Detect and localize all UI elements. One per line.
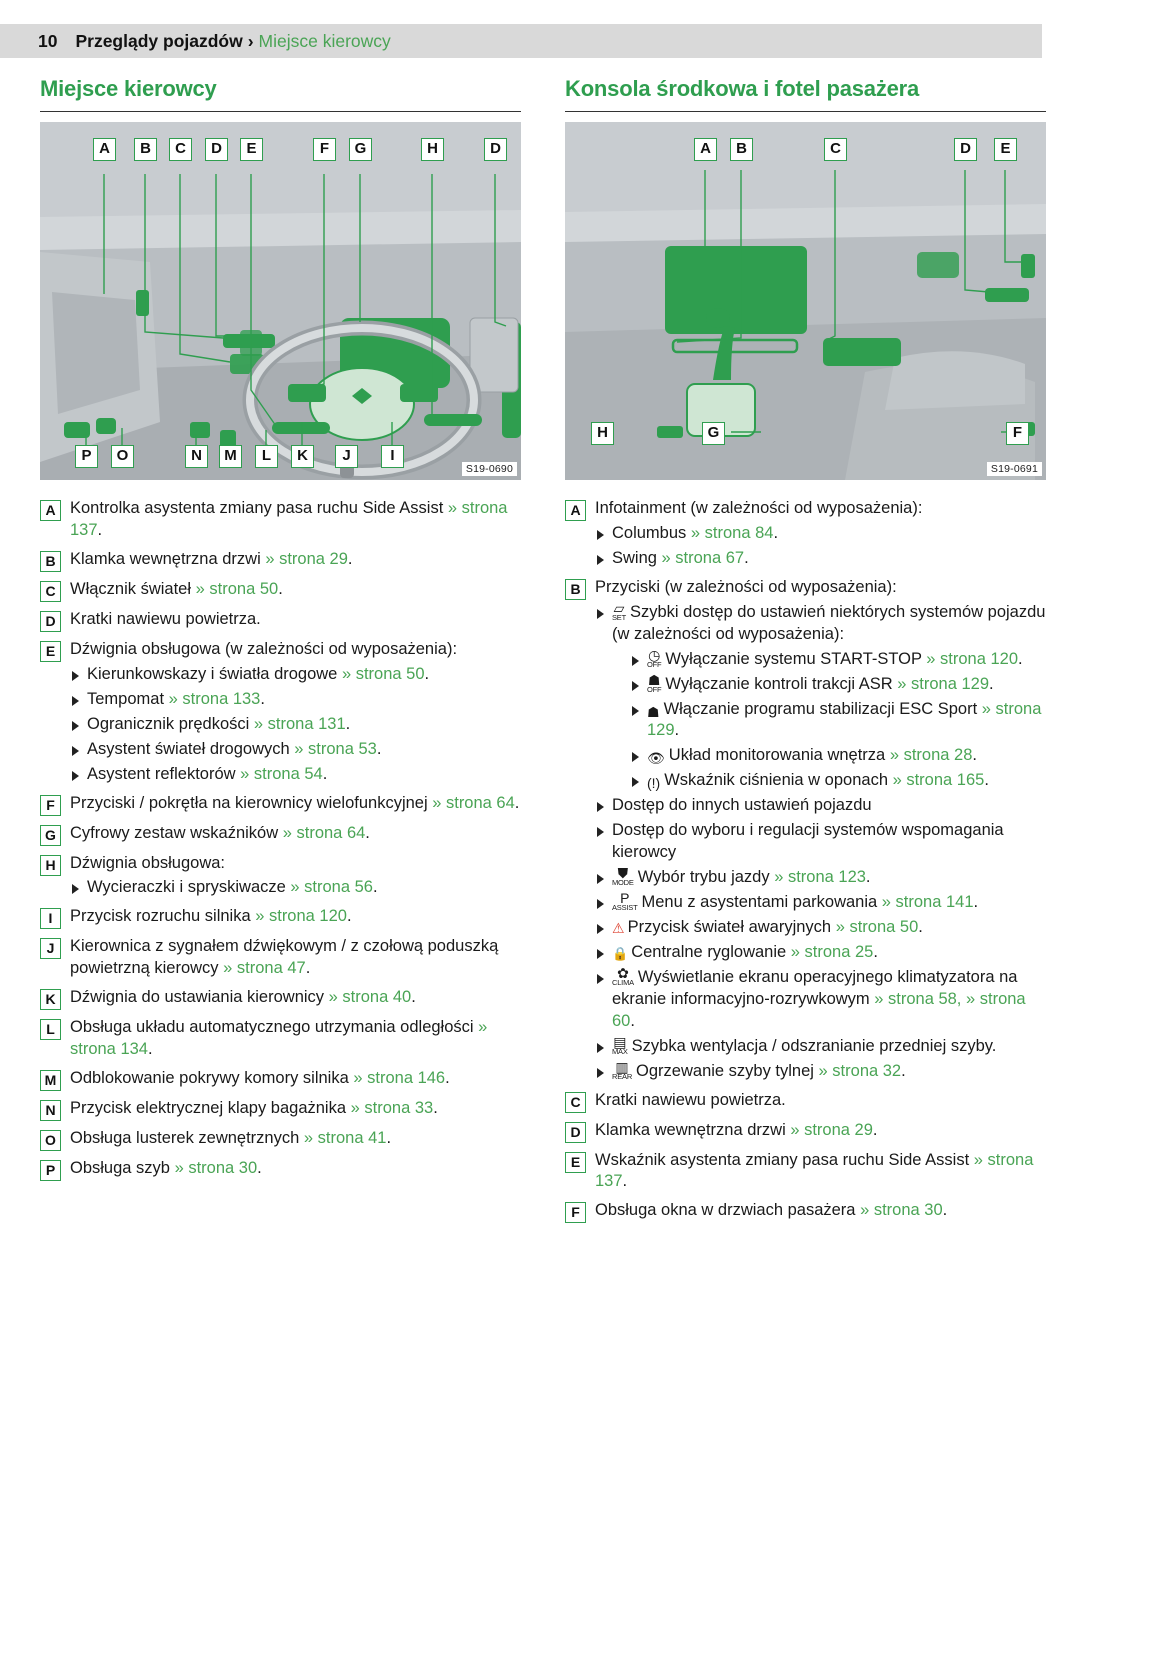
legend-item <box>40 1098 521 1121</box>
page-reference[interactable]: » strona 53 <box>294 739 377 758</box>
legend-text: Klamka wewnętrzna drzwi » strona 29. <box>70 549 353 568</box>
page-reference[interactable]: » strona 41 <box>303 1129 387 1148</box>
legend-subitem: Ogranicznik prędkości » strona 131. <box>70 714 521 736</box>
esc-sport-icon: ☗ <box>647 703 660 720</box>
page-reference[interactable]: » strona 50 <box>195 579 279 598</box>
legend-subitem: Dostęp do innych ustawień pojazdu <box>595 795 1046 817</box>
legend-text: Dźwignia obsługowa: Wycieraczki i spryskiwacze » strona 56. <box>70 853 521 900</box>
driver-area-illustration <box>40 122 521 480</box>
breadcrumb-separator: › <box>247 30 254 51</box>
page-reference[interactable]: » strona 120 <box>255 907 347 926</box>
page-reference[interactable]: » strona 33 <box>350 1099 434 1118</box>
callout-i-left: I <box>381 445 404 468</box>
legend-subitem: 👁 Układ monitorowania wnętrza » strona 28. <box>630 745 1046 767</box>
start-stop-icon: ◷ OFF <box>647 646 662 669</box>
legend-item <box>40 1158 521 1181</box>
legend-subitem: ▱ SET Szybki dostęp do ustawień niektórych systemów pojazdu (w zależności od wyposażenia): ◷ OFF Wyłączanie systemu START-STOP » strona 120. ☗ OFF Wyłączanie kontroli trakcji ASR » strona 129. ☗ Włączanie programu stabilizacji ESC Sport » strona 129. 👁 Układ monitorowania wnętrza » strona 28. (!) Wskaźnik ciśnienia w oponach » strona 165. <box>595 602 1046 793</box>
legend-sublist <box>70 664 521 786</box>
page-reference[interactable]: » strona 165 <box>892 771 985 790</box>
page-reference[interactable]: » strona 129 <box>897 674 989 693</box>
column-center-console <box>565 76 1046 1230</box>
legend-text: Przycisk elektrycznej klapy bagażnika » strona 33. <box>70 1099 438 1118</box>
legend-marker: J <box>40 938 61 959</box>
legend-subitem: P ASSIST Menu z asystentami parkowania » strona 141. <box>595 892 1046 914</box>
legend-list-right <box>565 498 1046 1223</box>
legend-marker: B <box>40 551 61 572</box>
legend-item <box>565 577 1046 1083</box>
callout-g-right: G <box>702 422 725 445</box>
callout-d-left: D <box>205 138 228 161</box>
page-reference[interactable]: » strona 67 <box>661 548 745 567</box>
callout-l-left: L <box>255 445 278 468</box>
legend-marker: A <box>40 500 61 521</box>
drive-mode-icon: ⛊ MODE <box>612 865 634 888</box>
legend-marker: M <box>40 1070 61 1091</box>
asr-off-icon: ☗ OFF <box>647 671 662 694</box>
page-reference[interactable]: » strona 30 <box>174 1159 258 1178</box>
legend-item <box>40 906 521 929</box>
legend-item <box>40 498 521 542</box>
legend-subitem: Wycieraczki i spryskiwacze » strona 56. <box>70 877 521 899</box>
legend-text: Kontrolka asystenta zmiany pasa ruchu Side Assist » strona 137. <box>70 499 508 539</box>
page-reference[interactable]: » strona 32 <box>818 1061 902 1080</box>
figure-code-right: S19-0691 <box>987 462 1042 476</box>
legend-item <box>565 1090 1046 1113</box>
content-columns <box>40 76 1126 1230</box>
legend-item <box>565 1200 1046 1223</box>
page-reference[interactable]: » strona 120 <box>926 649 1019 668</box>
climate-icon: ✿ CLIMA <box>612 964 634 987</box>
legend-item <box>40 609 521 632</box>
legend-item <box>40 1017 521 1061</box>
page-reference[interactable]: » strona 84 <box>690 523 774 542</box>
breadcrumb-level2: Miejsce kierowcy <box>258 30 391 51</box>
page-reference[interactable]: » strona 47 <box>223 959 306 978</box>
legend-text: Dźwignia do ustawiania kierownicy » strona 40. <box>70 988 416 1007</box>
page-number: 10 <box>38 30 58 51</box>
legend-marker: E <box>40 641 61 662</box>
legend-text: Wskaźnik asystenta zmiany pasa ruchu Side Assist » strona 137. <box>595 1150 1034 1191</box>
callout-c-right: C <box>824 138 847 161</box>
legend-marker: O <box>40 1130 61 1151</box>
legend-item <box>40 639 521 786</box>
legend-marker: P <box>40 1160 61 1181</box>
legend-item <box>40 853 521 900</box>
legend-subitem: Swing » strona 67. <box>595 548 1046 570</box>
legend-subitem: ✿ CLIMA Wyświetlanie ekranu operacyjnego klimatyzatora na ekranie informacyjno-rozrywkowym » strona 58, » strona 60. <box>595 967 1046 1033</box>
legend-marker: N <box>40 1100 61 1121</box>
legend-subitem: ▥ REAR Ogrzewanie szyby tylnej » strona 32. <box>595 1061 1046 1083</box>
legend-text: Obsługa szyb » strona 30. <box>70 1159 262 1178</box>
legend-item <box>565 1150 1046 1194</box>
defrost-rear-icon: ▥ REAR <box>612 1058 633 1081</box>
page-reference[interactable]: » strona 40 <box>328 988 412 1007</box>
page-reference[interactable]: » strona 129 <box>647 699 1042 740</box>
legend-text: Włącznik świateł » strona 50. <box>70 579 283 598</box>
legend-item <box>40 823 521 846</box>
legend-text: Klamka wewnętrzna drzwi » strona 29. <box>595 1120 878 1139</box>
legend-subitem: Asystent świateł drogowych » strona 53. <box>70 739 521 761</box>
figure-driver-area <box>40 122 521 480</box>
page-reference[interactable]: » strona 64 <box>282 823 366 842</box>
set-icon: ▱ SET <box>612 599 626 622</box>
legend-sublist-level2 <box>630 646 1046 793</box>
legend-marker: G <box>40 825 61 846</box>
legend-text: Dźwignia obsługowa (w zależności od wyposażenia): Kierunkowskazy i światła drogowe » strona 50. Tempomat » strona 133. Ogranicznik prędkości » strona 131. Asystent świateł drogowych » strona 53. Asystent reflektorów » strona 54. <box>70 639 521 786</box>
legend-marker: E <box>565 1152 586 1173</box>
legend-subitem: ☗ Włączanie programu stabilizacji ESC Sport » strona 129. <box>630 699 1046 743</box>
legend-sublist <box>595 523 1046 570</box>
legend-marker: C <box>565 1092 586 1113</box>
page-reference[interactable]: » strona 123 <box>774 868 866 887</box>
section-title-left: Miejsce kierowcy <box>40 76 521 112</box>
callout-o-left: O <box>111 445 134 468</box>
callout-e-right: E <box>994 138 1017 161</box>
page-reference[interactable]: » strona 29 <box>790 1120 873 1139</box>
legend-marker: H <box>40 855 61 876</box>
legend-text: Przyciski (w zależności od wyposażenia): ▱ SET Szybki dostęp do ustawień niektórych systemów pojazdu (w zależności od wyposażenia): ◷ OFF Wyłączanie systemu START-STOP » strona 120. ☗ OFF Wyłączanie kontroli trakcji ASR » strona 129. ☗ Włączanie programu stabilizacji ESC Sport » strona 129. 👁 Układ monitorowania wnętrza » strona 28. (!) Wskaźnik ciśnienia w oponach » strona 165. Dostęp do innych ustawień pojazdu Dostęp do wyboru i regulacji systemów wspomagania kierowcy ⛊ MODE Wybór trybu jazdy » strona 123. P ASSIST Menu z asystentami parkowania » strona 141. ⚠ Przycisk świateł awaryjnych » strona 50. 🔒 Centralne ryglowanie » strona 25. ✿ CLIMA Wyświetlanie ekranu operacyjnego klimatyzatora na ekranie informacyjno-rozrywkowym » strona 58, » strona 60. ▤ MAX Szybka wentylacja / odszranianie przedniej szyby. ▥ REAR Ogrzewanie szyby tylnej » strona 32. <box>595 577 1046 1081</box>
callout-b-right: B <box>730 138 753 161</box>
legend-text: Obsługa okna w drzwiach pasażera » strona 30. <box>595 1201 948 1220</box>
legend-text: Kratki nawiewu powietrza. <box>595 1090 786 1109</box>
page-reference[interactable]: » strona 141 <box>881 893 974 911</box>
page-reference[interactable]: » strona 146 <box>353 1069 446 1088</box>
legend-subitem: Dostęp do wyboru i regulacji systemów wspomagania kierowcy <box>595 820 1046 864</box>
page-reference[interactable]: » strona 133 <box>168 689 261 708</box>
legend-subitem: (!) Wskaźnik ciśnienia w oponach » strona 165. <box>630 770 1046 792</box>
legend-marker: B <box>565 579 586 600</box>
callout-d2-left: D <box>484 138 507 161</box>
callout-a-right: A <box>694 138 717 161</box>
legend-sublist <box>70 877 521 899</box>
page-reference[interactable]: » strona 54 <box>240 764 323 783</box>
page-reference[interactable]: » strona 137 <box>70 499 508 539</box>
legend-item <box>40 549 521 572</box>
figure-code-left: S19-0690 <box>462 462 517 476</box>
legend-subitem: Kierunkowskazy i światła drogowe » strona 50. <box>70 664 521 686</box>
breadcrumb-level1: Przeglądy pojazdów <box>75 30 243 51</box>
page-reference[interactable]: » strona 131 <box>253 714 346 733</box>
callout-f-right: F <box>1006 422 1029 445</box>
legend-marker: K <box>40 989 61 1010</box>
page-reference[interactable]: » strona 29 <box>265 549 348 568</box>
legend-subitem: 🔒 Centralne ryglowanie » strona 25. <box>595 942 1046 964</box>
legend-text: Kratki nawiewu powietrza. <box>70 609 261 628</box>
legend-marker: D <box>565 1122 586 1143</box>
legend-item <box>40 987 521 1010</box>
section-title-right: Konsola środkowa i fotel pasażera <box>565 76 1046 112</box>
callout-e-left: E <box>240 138 263 161</box>
page-reference[interactable]: » strona 28 <box>889 746 973 765</box>
callout-f-left: F <box>313 138 336 161</box>
legend-text: Odblokowanie pokrywy komory silnika » strona 146. <box>70 1069 450 1088</box>
center-console-illustration <box>565 122 1046 480</box>
figure-center-console <box>565 122 1046 480</box>
legend-text: Obsługa układu automatycznego utrzymania odległości » strona 134. <box>70 1018 488 1059</box>
legend-marker: A <box>565 500 586 521</box>
page-reference[interactable]: » strona 30 <box>860 1201 943 1220</box>
legend-subitem: ▤ MAX Szybka wentylacja / odszranianie przedniej szyby. <box>595 1036 1046 1058</box>
column-driver-area <box>40 76 521 1230</box>
legend-item <box>40 1068 521 1091</box>
legend-text: Cyfrowy zestaw wskaźników » strona 64. <box>70 823 370 842</box>
callout-h-right: H <box>591 422 614 445</box>
page-reference[interactable]: » strona 50 <box>835 917 919 936</box>
callout-k-left: K <box>291 445 314 468</box>
page-reference[interactable]: » strona 56 <box>290 878 373 897</box>
callout-b-left: B <box>134 138 157 161</box>
interior-monitoring-icon: 👁 <box>647 750 665 767</box>
page-reference[interactable]: » strona 137 <box>595 1150 1034 1191</box>
legend-sublist <box>595 599 1046 1083</box>
page-reference[interactable]: » strona 50 <box>341 664 425 683</box>
legend-item <box>40 936 521 980</box>
central-locking-icon: 🔒 <box>612 945 629 961</box>
legend-subitem: ☗ OFF Wyłączanie kontroli trakcji ASR » strona 129. <box>630 674 1046 696</box>
legend-item <box>565 1120 1046 1143</box>
hazard-lights-icon: ⚠ <box>612 919 625 936</box>
page-reference[interactable]: » strona 134 <box>70 1018 488 1059</box>
legend-marker: C <box>40 581 61 602</box>
legend-subitem: Columbus » strona 84. <box>595 523 1046 545</box>
callout-m-left: M <box>219 445 242 468</box>
page-reference[interactable]: » strona 25 <box>790 942 874 961</box>
legend-list-left <box>40 498 521 1181</box>
legend-item <box>565 498 1046 570</box>
legend-text: Kierownica z sygnałem dźwiękowym / z czołową poduszką powietrzną kierowcy » strona 47. <box>70 937 499 978</box>
page-reference[interactable]: » strona 64 <box>432 793 515 812</box>
legend-subitem: Tempomat » strona 133. <box>70 689 521 711</box>
legend-text: Przycisk rozruchu silnika » strona 120. <box>70 907 352 926</box>
legend-subitem: ⛊ MODE Wybór trybu jazdy » strona 123. <box>595 867 1046 889</box>
legend-subitem: ⚠ Przycisk świateł awaryjnych » strona 50. <box>595 917 1046 939</box>
legend-marker: I <box>40 908 61 929</box>
callout-j-left: J <box>335 445 358 468</box>
legend-item <box>40 579 521 602</box>
page-header <box>0 24 1042 58</box>
page-reference[interactable]: » strona 58, » strona 60 <box>612 989 1026 1030</box>
legend-marker: L <box>40 1019 61 1040</box>
legend-text: Infotainment (w zależności od wyposażenia): Columbus » strona 84. Swing » strona 67. <box>595 498 1046 570</box>
legend-subitem: Asystent reflektorów » strona 54. <box>70 764 521 786</box>
legend-subitem: ◷ OFF Wyłączanie systemu START-STOP » strona 120. <box>630 649 1046 671</box>
callout-a-left: A <box>93 138 116 161</box>
callout-d-right: D <box>954 138 977 161</box>
defrost-front-icon: ▤ MAX <box>612 1033 628 1056</box>
callout-g-left: G <box>349 138 372 161</box>
legend-text: Przyciski / pokrętła na kierownicy wielofunkcyjnej » strona 64. <box>70 793 520 812</box>
tyre-pressure-icon: (!) <box>647 775 661 792</box>
legend-item <box>40 1128 521 1151</box>
legend-marker: D <box>40 611 61 632</box>
legend-marker: F <box>40 795 61 816</box>
callout-c-left: C <box>169 138 192 161</box>
callout-h-left: H <box>421 138 444 161</box>
callout-p-left: P <box>75 445 98 468</box>
callout-n-left: N <box>185 445 208 468</box>
legend-text: Obsługa lusterek zewnętrznych » strona 41. <box>70 1129 392 1148</box>
legend-item <box>40 793 521 816</box>
legend-marker: F <box>565 1202 586 1223</box>
park-assist-icon: P ASSIST <box>612 890 638 912</box>
